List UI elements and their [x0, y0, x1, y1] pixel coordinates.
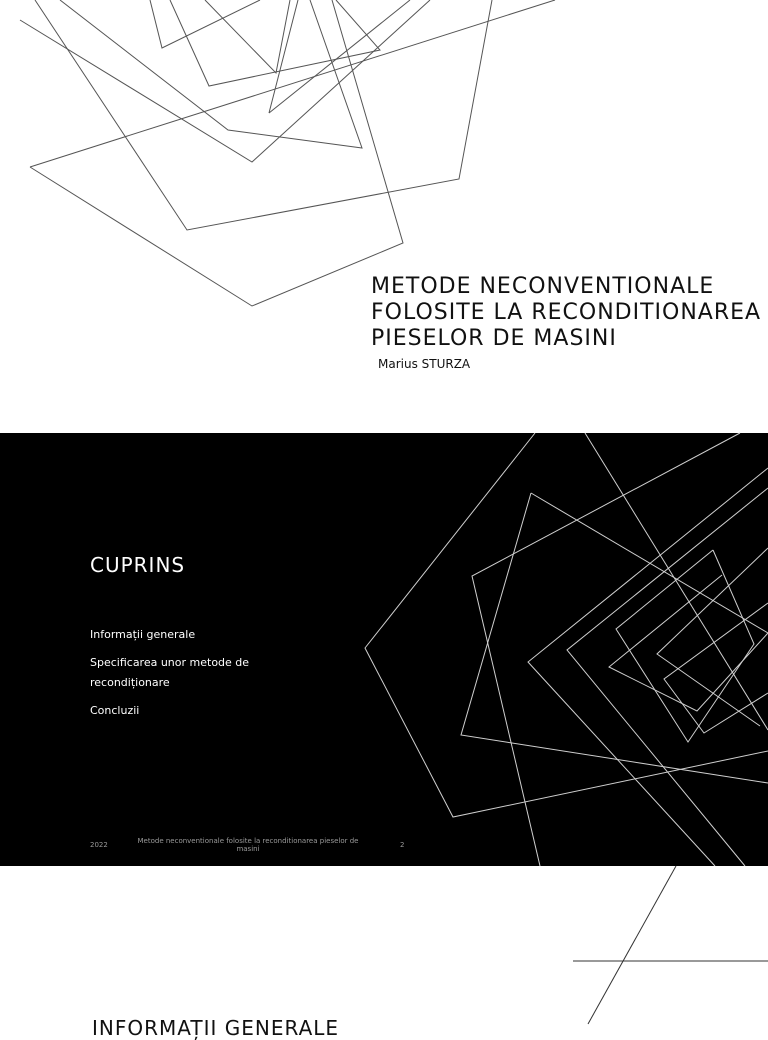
footer-title: Metode neconventionale folosite la reconditionarea pieselor de masini	[137, 837, 359, 853]
slide-3-general-info[interactable]	[0, 866, 768, 1040]
general-info-heading: INFORMAȚII GENERALE	[92, 1016, 340, 1040]
contents-item-general-info[interactable]: Informații generale	[90, 628, 196, 641]
contents-item-methods[interactable]: Specificarea unor metode de recondiționare	[90, 656, 250, 689]
slide-1-title[interactable]	[0, 0, 768, 433]
author-name: Marius STURZA	[378, 357, 471, 371]
contents-item-conclusions[interactable]: Concluzii	[90, 704, 140, 717]
contents-heading: CUPRINS	[90, 553, 186, 577]
contents-list	[90, 625, 290, 729]
footer-year: 2022	[90, 841, 108, 849]
presentation-title: METODE NECONVENTIONALE FOLOSITE LA RECONDITIONAREA PIESELOR DE MASINI	[371, 274, 762, 351]
slide-2-contents[interactable]	[0, 433, 768, 866]
footer-page-number: 2	[400, 841, 405, 849]
geometric-lines-decoration	[0, 866, 768, 1024]
